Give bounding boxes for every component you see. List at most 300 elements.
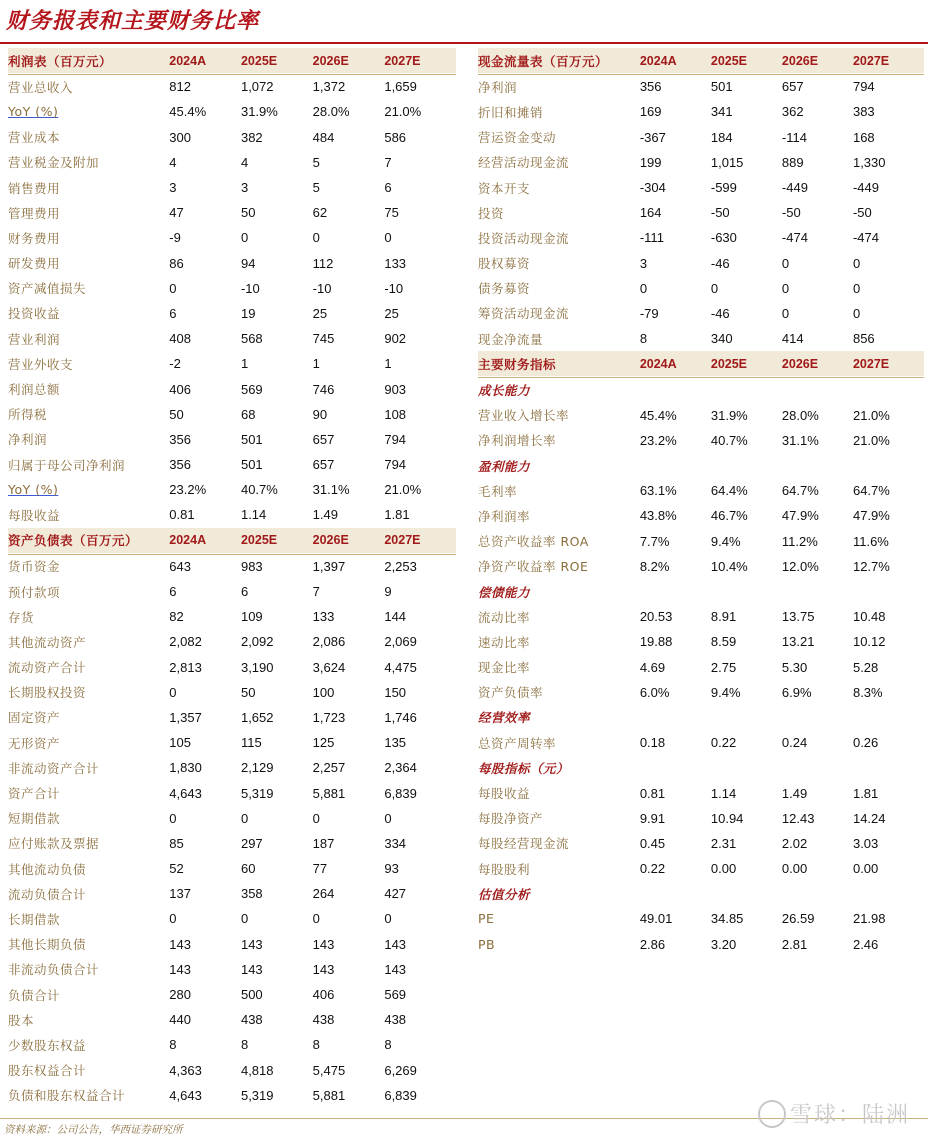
value-cell: -10 [240,280,260,296]
table-row [8,99,456,124]
value-cell: 21.0% [852,432,890,448]
value-cell: 643 [169,558,191,574]
row-label: 长期股权投资 [8,685,87,701]
year-header-cell: 2025E [240,533,278,548]
row-label: 利润表（百万元） [8,53,113,69]
row-label: 流动比率 [478,609,531,625]
year-header-cell: 2026E [781,356,819,371]
table-row [478,780,924,805]
value-cell: 1,746 [384,709,417,725]
value-cell: 3,624 [312,659,346,675]
value-cell: 3,190 [240,659,274,675]
row-label: 所得税 [8,407,48,423]
value-cell: 8 [169,1037,177,1053]
table-row [8,806,456,831]
row-label: 其他流动负债 [8,861,87,877]
table-row [478,856,924,881]
value-cell: 0.26 [852,735,879,751]
value-cell: 406 [169,381,191,397]
value-cell: 6.9% [781,684,812,700]
value-cell: 34.85 [710,911,744,927]
row-label: 营业税金及附加 [8,155,100,171]
value-cell: 0.22 [639,861,666,877]
value-cell: 0 [312,230,320,246]
value-cell: 46.7% [710,508,748,524]
value-cell: 12.43 [781,810,815,826]
value-cell: 64.4% [710,483,748,499]
value-cell: 2,364 [384,760,417,776]
table-row [478,301,924,326]
row-label: 总资产周转率 [478,735,557,751]
value-cell: -46 [710,255,730,271]
source-footnote: 资料来源：公司公告，华西证券研究所 [4,1124,183,1136]
value-cell: 356 [169,457,191,473]
value-cell: 144 [384,609,407,625]
value-cell: 297 [240,835,263,851]
table-row [478,554,924,579]
row-label: 主要财务指标 [478,356,557,372]
value-cell: 31.1% [312,482,350,498]
page-title: 财务报表和主要财务比率 [6,8,260,34]
row-label: 流动负债合计 [8,886,87,902]
value-cell: 4,643 [169,785,202,801]
value-cell: 2,086 [312,634,346,650]
table-row [8,705,456,730]
value-cell: 135 [384,735,407,751]
value-cell: -367 [639,129,666,145]
value-cell: 7 [312,584,320,600]
value-cell: 501 [240,457,263,473]
value-cell: 60 [240,861,256,877]
value-cell: 794 [384,457,407,473]
value-cell: 68 [240,406,256,422]
value-cell: -474 [852,230,879,246]
row-label: 流动资产合计 [8,660,87,676]
section-heading-row [478,377,924,402]
value-cell: 1 [384,356,392,372]
value-cell: 8.3% [852,684,883,700]
value-cell: 105 [169,735,191,751]
table-row [8,351,456,376]
value-cell: 94 [240,255,256,271]
year-header-cell: 2026E [781,53,819,68]
value-cell: 1,330 [852,154,886,170]
row-label: 经营活动现金流 [478,155,570,171]
row-label: 非流动负债合计 [8,962,100,978]
table-row [8,957,456,982]
row-label: 每股股利 [478,861,531,877]
table-row [8,554,456,579]
value-cell: 85 [169,835,184,851]
row-label: 净利润率 [478,508,531,524]
value-cell: 0 [240,911,249,927]
year-header-cell: 2027E [384,533,421,548]
value-cell: 1,015 [710,154,744,170]
value-cell: 199 [639,154,662,170]
value-cell: 0 [781,255,790,271]
row-label: PB [478,936,496,952]
value-cell: 2.46 [852,936,879,952]
value-cell: 47.9% [852,508,890,524]
value-cell: 43.8% [639,508,677,524]
value-cell: 0.00 [710,861,737,877]
value-cell: 19.88 [639,634,673,650]
table-row [8,251,456,276]
value-cell: 14.24 [852,810,886,826]
value-cell: 358 [240,886,263,902]
table-row [8,452,456,477]
table-row [478,200,924,225]
value-cell: 50 [240,684,256,700]
value-cell: 6 [169,305,177,321]
value-cell: 356 [169,431,191,447]
table-row [478,906,924,931]
value-cell: -2 [169,356,181,372]
value-cell: 7.7% [639,533,670,549]
value-cell: 2.02 [781,835,808,851]
row-label: 股本 [8,1012,35,1028]
value-cell: 50 [240,205,256,221]
row-label: 资产合计 [8,786,61,802]
value-cell: -50 [710,205,730,221]
value-cell: 0 [384,230,392,246]
table-row [478,629,924,654]
value-cell: 1 [312,356,320,372]
value-cell: 5,881 [312,785,346,801]
row-label: 现金比率 [478,660,531,676]
table-row [8,780,456,805]
value-cell: 6.0% [639,684,670,700]
value-cell: 5,881 [312,1087,346,1103]
row-label: 每股经营现金流 [478,836,570,852]
table-row [8,74,456,99]
value-cell: 0 [852,305,861,321]
year-header-cell: 2024A [639,53,677,68]
table-row [8,125,456,150]
row-label: 管理费用 [8,205,61,221]
value-cell: -50 [781,205,801,221]
value-cell: 406 [312,987,335,1003]
value-cell: 484 [312,129,335,145]
table-row [8,502,456,527]
value-cell: 1.14 [710,785,737,801]
table-row [8,200,456,225]
row-label: YoY (%) [8,104,59,120]
value-cell: 1.81 [852,785,879,801]
row-label: 筹资活动现金流 [478,306,570,322]
value-cell: 143 [240,936,263,952]
table-row [8,150,456,175]
value-cell: -449 [781,180,808,196]
value-cell: 4,818 [240,1062,274,1078]
value-cell: 657 [312,457,335,473]
value-cell: 0.45 [639,835,666,851]
value-cell: 0 [384,911,392,927]
section-heading-row [478,453,924,478]
row-label: 利润总额 [8,382,61,398]
row-label: 货币资金 [8,559,61,575]
value-cell: 4,363 [169,1062,202,1078]
value-cell: 5 [312,180,320,196]
watermark [758,1098,910,1130]
value-cell: 31.9% [710,407,748,423]
value-cell: 11.2% [781,533,818,549]
value-cell: -111 [639,230,664,246]
value-cell: 438 [240,1012,263,1028]
value-cell: 9.4% [710,684,741,700]
row-label: 营业收入增长率 [478,408,570,424]
value-cell: 64.7% [781,483,819,499]
value-cell: 9.4% [710,533,741,549]
row-label: 股东权益合计 [8,1063,87,1079]
value-cell: 47.9% [781,508,819,524]
value-cell: 2,257 [312,760,346,776]
value-cell: 143 [384,961,407,977]
value-cell: 184 [710,129,733,145]
table-row [8,629,456,654]
value-cell: 1,659 [384,79,417,95]
value-cell: -10 [384,280,404,296]
value-cell: 23.2% [169,482,207,498]
value-cell: 143 [240,961,263,977]
table-header-row [478,351,924,376]
value-cell: 108 [384,406,407,422]
title-rule [0,42,928,44]
value-cell: 657 [312,431,335,447]
year-header-cell: 2027E [852,53,890,68]
row-label: 偿债能力 [478,584,531,600]
value-cell: 0 [384,810,392,826]
value-cell: 143 [384,936,407,952]
value-cell: 1,397 [312,558,346,574]
value-cell: 6,839 [384,785,417,801]
value-cell: 169 [639,104,662,120]
value-cell: 164 [639,205,662,221]
table-row [478,251,924,276]
right-table-panel [478,48,924,957]
value-cell: 2.75 [710,659,737,675]
value-cell: -449 [852,180,879,196]
value-cell: 10.4% [710,558,748,574]
year-header-cell: 2026E [312,533,349,548]
value-cell: 0 [781,305,790,321]
year-header-cell: 2024A [169,533,207,548]
value-cell: 341 [710,104,733,120]
value-cell: 13.75 [781,609,815,625]
value-cell: -79 [639,305,659,321]
year-header-cell: 2026E [312,53,349,68]
value-cell: 4.69 [639,659,666,675]
value-cell: 11.6% [852,533,889,549]
value-cell: 280 [169,987,191,1003]
value-cell: -599 [710,180,737,196]
value-cell: 0.00 [781,861,808,877]
value-cell: 6 [169,584,177,600]
value-cell: 427 [384,886,407,902]
value-cell: 13.21 [781,634,815,650]
value-cell: -630 [710,230,737,246]
row-label: 营业利润 [8,331,61,347]
value-cell: -9 [169,230,181,246]
table-row [478,604,924,629]
value-cell: 264 [312,886,335,902]
table-row [478,428,924,453]
value-cell: 1,072 [240,79,274,95]
value-cell: 794 [384,431,407,447]
table-row [8,276,456,301]
value-cell: 1.14 [240,507,267,523]
row-label: 经营效率 [478,710,531,726]
value-cell: 500 [240,987,263,1003]
value-cell: 133 [312,609,335,625]
value-cell: 6,839 [384,1087,417,1103]
value-cell: 6 [240,584,249,600]
value-cell: 93 [384,861,399,877]
row-label: 总资产收益率 ROA [478,534,589,550]
row-label: 折旧和摊销 [478,104,544,120]
value-cell: 21.0% [384,104,422,120]
row-label: 盈利能力 [478,458,531,474]
table-row [8,906,456,931]
value-cell: 21.98 [852,911,886,927]
value-cell: 0 [852,255,861,271]
value-cell: 12.7% [852,558,890,574]
value-cell: -114 [781,129,807,145]
value-cell: -10 [312,280,332,296]
value-cell: -50 [852,205,872,221]
row-label: 营运资金变动 [478,130,557,146]
value-cell: 2.86 [639,936,666,952]
value-cell: 168 [852,129,875,145]
row-label: 负债合计 [8,987,61,1003]
value-cell: 187 [312,835,335,851]
year-header-cell: 2025E [710,53,748,68]
value-cell: 28.0% [781,407,819,423]
value-cell: 21.0% [384,482,422,498]
value-cell: 1,830 [169,760,202,776]
value-cell: 143 [169,961,191,977]
value-cell: 657 [781,79,804,95]
table-row [8,655,456,680]
value-cell: 5.28 [852,659,879,675]
value-cell: 40.7% [710,432,748,448]
value-cell: 3 [169,180,177,196]
row-label: 现金流量表（百万元） [478,53,609,69]
value-cell: 0.81 [639,785,666,801]
section-heading-row [478,755,924,780]
value-cell: 49.01 [639,911,673,927]
value-cell: 12.0% [781,558,819,574]
table-header-row [8,528,456,553]
table-row [8,376,456,401]
table-row [478,806,924,831]
row-label: 毛利率 [478,483,518,499]
value-cell: 569 [240,381,263,397]
value-cell: 9.91 [639,810,666,826]
table-row [478,125,924,150]
table-row [478,74,924,99]
value-cell: 1,372 [312,79,346,95]
row-label: 资本开支 [478,180,531,196]
row-label: 投资收益 [8,306,61,322]
value-cell: 1 [240,356,249,372]
value-cell: 0.18 [639,735,666,751]
row-label: YoY (%) [8,482,59,498]
value-cell: 0 [169,810,177,826]
snowball-logo-icon [758,1100,786,1128]
value-cell: 0 [639,280,648,296]
value-cell: 45.4% [169,104,207,120]
value-cell: 21.0% [852,407,890,423]
value-cell: 26.59 [781,911,815,927]
row-label: 每股收益 [478,786,531,802]
table-row [478,932,924,957]
row-label: 投资 [478,205,505,221]
row-label: 资产负债表（百万元） [8,533,139,549]
value-cell: 856 [852,331,875,347]
table-row [8,326,456,351]
value-cell: 569 [384,987,407,1003]
year-header-cell: 2025E [240,53,278,68]
value-cell: 143 [312,936,335,952]
row-label: 固定资产 [8,710,61,726]
table-row [478,529,924,554]
table-row [478,99,924,124]
table-row [478,680,924,705]
value-cell: 1,723 [312,709,346,725]
row-label: 其他流动资产 [8,634,87,650]
row-label: 短期借款 [8,811,61,827]
table-row [478,730,924,755]
value-cell: 568 [240,331,263,347]
value-cell: 1.49 [781,785,808,801]
value-cell: 4,475 [384,659,417,675]
value-cell: 794 [852,79,875,95]
value-cell: 414 [781,331,804,347]
value-cell: 8.91 [710,609,737,625]
value-cell: 812 [169,79,191,95]
value-cell: 7 [384,154,392,170]
table-row [8,982,456,1007]
table-row [478,225,924,250]
value-cell: 746 [312,381,335,397]
value-cell: 40.7% [240,482,278,498]
value-cell: 0.81 [169,507,195,523]
row-label: 现金净流量 [478,331,544,347]
value-cell: 4 [169,154,177,170]
value-cell: 0 [240,230,249,246]
value-cell: 52 [169,861,184,877]
row-label: 估值分析 [478,886,531,902]
row-label: 净资产收益率 ROE [478,559,589,575]
value-cell: 501 [710,79,733,95]
row-label: 营业外收支 [8,356,74,372]
value-cell: 47 [169,205,184,221]
value-cell: 4 [240,154,249,170]
value-cell: -474 [781,230,808,246]
value-cell: 82 [169,609,184,625]
table-row [478,276,924,301]
value-cell: 2,129 [240,760,274,776]
section-heading-row [478,881,924,906]
table-row [8,831,456,856]
value-cell: 0 [169,684,177,700]
value-cell: 137 [169,886,191,902]
value-cell: 5.30 [781,659,808,675]
row-label: 预付款项 [8,584,61,600]
table-row [8,856,456,881]
row-label: 营业成本 [8,130,61,146]
